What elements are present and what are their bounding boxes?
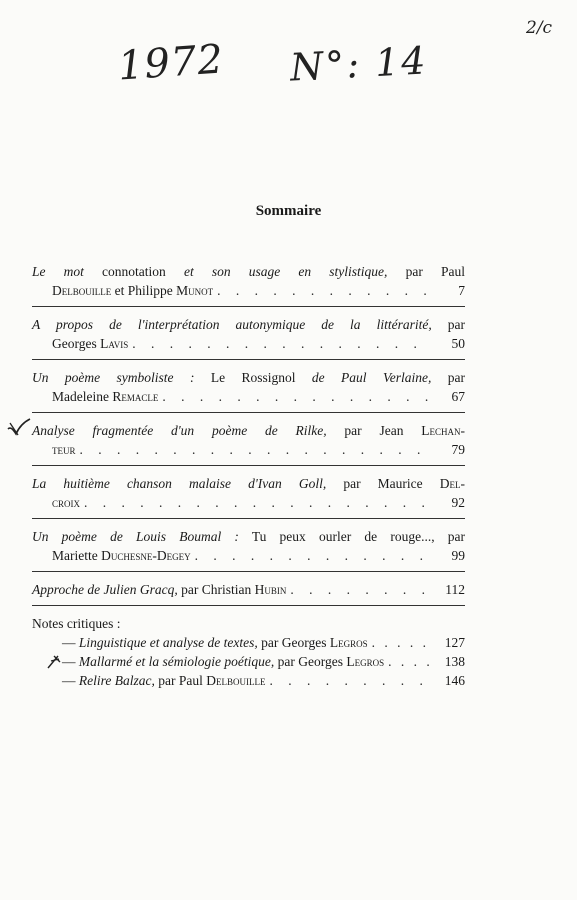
- entry-author-prefix: par Paul: [387, 264, 465, 279]
- entry-author: teur: [52, 442, 76, 457]
- page-number: 92: [451, 495, 465, 510]
- entry-author-prefix: par: [431, 317, 465, 332]
- toc-entry-line: [32, 440, 465, 459]
- entry-author-prefix: par Maurice: [326, 476, 440, 491]
- dot-leader: [162, 387, 433, 406]
- entry-title: Approche de Julien Gracq, par Christian Hubin: [32, 582, 287, 597]
- page-number: 7: [458, 283, 465, 298]
- toc-entry: [32, 421, 465, 466]
- dot-leader: [290, 580, 433, 599]
- toc-entry-line: [32, 262, 465, 281]
- toc-entry-line: [32, 580, 465, 599]
- page-number: 50: [451, 336, 465, 351]
- handwritten-issue-number: N°: 14: [288, 38, 429, 90]
- toc-entry-line: [32, 281, 465, 300]
- entry-author-part: Del-: [439, 476, 465, 491]
- toc-entry: [32, 527, 465, 572]
- page-number: 79: [451, 442, 465, 457]
- entry-title-part: Le mot: [32, 264, 84, 279]
- entry-author: Georges Lavis: [52, 336, 129, 351]
- toc-entry-line: [32, 546, 465, 565]
- notes-heading: Notes critiques :: [32, 616, 121, 631]
- entry-title-part: connotation: [83, 264, 184, 279]
- entry-title-part: Un poème de Louis Boumal :: [32, 529, 239, 544]
- dot-leader: [269, 671, 433, 690]
- toc-entry: [32, 368, 465, 413]
- toc-entry-line: [32, 334, 465, 353]
- dot-leader: [80, 440, 434, 459]
- toc-entry-line: [32, 527, 465, 546]
- entry-title-part: et son usage en stylistique,: [183, 264, 388, 279]
- note-item-text: — Mallarmé et la sémiologie poétique, par Georges Legros: [62, 654, 385, 669]
- entry-author-prefix: par Jean: [326, 423, 422, 438]
- note-item: [32, 671, 465, 690]
- entry-title-part: Analyse fragmentée d'un poème de Rilke,: [32, 423, 327, 438]
- entry-title-part: Un poème symboliste :: [32, 370, 195, 385]
- dot-leader: [132, 334, 433, 353]
- entry-author-prefix: par: [431, 370, 465, 385]
- entry-author-part: Lechan-: [421, 423, 465, 438]
- page-number: 99: [451, 548, 465, 563]
- entry-title-part: Le Rossignol: [194, 370, 312, 385]
- toc-entry-line: [32, 315, 465, 334]
- page-title: Sommaire: [255, 203, 322, 219]
- notes-section: [32, 614, 465, 690]
- toc-entry: [32, 580, 465, 606]
- page-number: 127: [444, 635, 465, 650]
- dot-leader: [388, 652, 433, 671]
- entry-title-part: A propos de l'interprétation autonymique de la littérarité,: [32, 317, 432, 332]
- page-number: 67: [451, 389, 465, 404]
- note-item-text: — Relire Balzac, par Paul Delbouille: [62, 673, 266, 688]
- page-number: 146: [444, 673, 465, 688]
- entry-author: Madeleine Remacle: [52, 389, 159, 404]
- entry-author: croix: [52, 495, 81, 510]
- note-item: [32, 652, 465, 671]
- toc-entry-line: [32, 421, 465, 440]
- table-of-contents: [32, 262, 465, 690]
- handwritten-year: 1972: [116, 36, 226, 90]
- note-item: [32, 633, 465, 652]
- note-item-text: — Linguistique et analyse de textes, par Georges Legros: [62, 635, 368, 650]
- page-number: 138: [444, 654, 465, 669]
- dot-leader: [84, 493, 433, 512]
- page-number: 112: [445, 582, 465, 597]
- toc-entry: [32, 315, 465, 360]
- toc-entry: [32, 262, 465, 307]
- entry-title-part: de Paul Verlaine,: [311, 370, 432, 385]
- toc-entry-line: [32, 368, 465, 387]
- handwritten-check-mark: [6, 417, 32, 439]
- toc-entry-line: [32, 387, 465, 406]
- toc-entry-line: [32, 493, 465, 512]
- entry-title-part: La huitième chanson malaise d'Ivan Goll,: [32, 476, 327, 491]
- entry-author: Mariette Duchesne-Degey: [52, 548, 191, 563]
- handwritten-corner-note: 2/c: [526, 18, 553, 38]
- toc-entry: [32, 474, 465, 519]
- dot-leader: [195, 546, 433, 565]
- toc-entry-line: [32, 474, 465, 493]
- entry-author: Delbouille et Philippe Munot: [52, 283, 214, 298]
- handwritten-pen-mark: [46, 652, 64, 670]
- entry-title-part: Tu peux ourler de rouge..., par: [238, 529, 465, 544]
- dot-leader: [217, 281, 433, 300]
- dot-leader: [372, 633, 433, 652]
